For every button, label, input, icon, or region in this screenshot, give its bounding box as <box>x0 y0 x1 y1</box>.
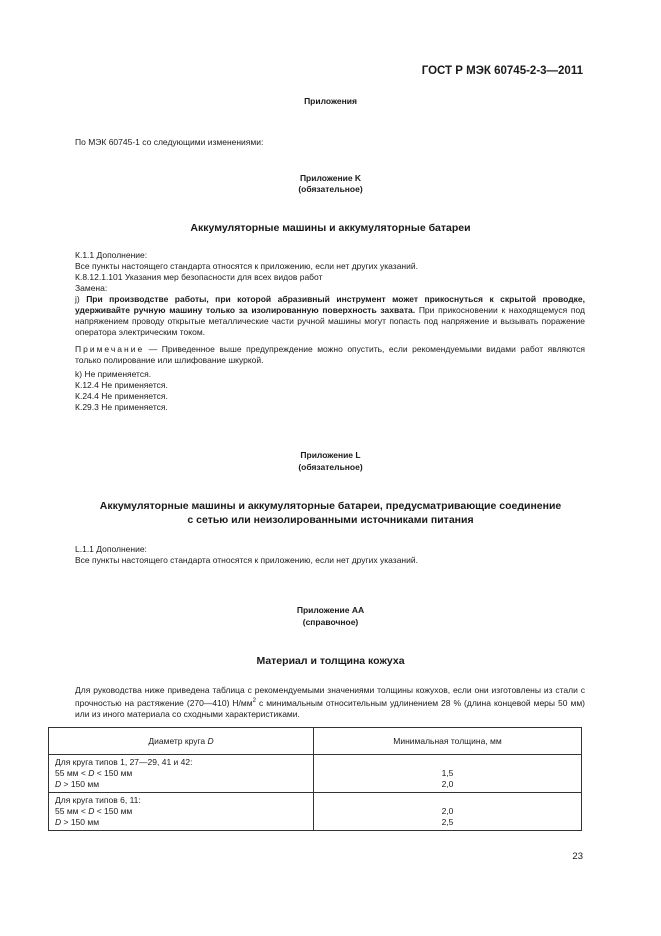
table-row <box>49 755 582 793</box>
row-2-range-2-var: D <box>55 817 62 827</box>
k-note-text: — Приведенное выше предупреждение можно опустить, если рекомендуемыми видами работ являются только полирование или шлифование шкуркой. <box>75 344 585 365</box>
k-line-3: К.8.12.1.101 Указания мер безопасности для всех видов работ <box>75 272 323 282</box>
annex-l-heading-2: с сетью или неизолированными источниками питания <box>187 514 474 526</box>
annex-aa-heading: Материал и толщина кожуха <box>256 655 405 667</box>
aa-para-a: Для руководства ниже приведена таблица с рекомендуемыми значениями толщины кожухов, если они изготовлены из стали с прочностью на растяжение (270—410) Н/мм <box>75 685 585 708</box>
k-line-4: Замена: <box>75 283 108 293</box>
annex-k-title: Приложение K <box>299 173 362 183</box>
k-24-4: К.24.4 Не применяется. <box>75 391 168 401</box>
table-row-1-desc <box>49 755 314 793</box>
k-line-1: К.1.1 Дополнение: <box>75 250 148 260</box>
header-diameter-text: Диаметр круга <box>148 736 208 746</box>
k-item-k: k) Не применяется. <box>75 369 152 379</box>
annex-l-title: Приложение L <box>300 450 361 460</box>
row-1-group: Для круга типов 1, 27—29, 41 и 42: <box>55 757 193 767</box>
k-12-4: К.12.4 Не применяется. <box>75 380 168 390</box>
row-2-range-1-b: < 150 мм <box>94 806 133 816</box>
k-note-label: Примечание <box>75 344 145 354</box>
appendices-title: Приложения <box>304 96 357 106</box>
row-1-range-2-b: > 150 мм <box>61 779 100 789</box>
table-row-2-desc <box>49 793 314 831</box>
row-2-value-1: 2,0 <box>441 806 454 816</box>
row-1-range-2-var: D <box>55 779 62 789</box>
table-header-thickness: Минимальная толщина, мм <box>314 728 582 755</box>
table-row <box>49 793 582 831</box>
k-note <box>75 344 585 366</box>
row-2-range-1-a: 55 мм < <box>55 806 89 816</box>
annex-aa-status: (справочное) <box>302 617 359 627</box>
l-line-2: Все пункты настоящего стандарта относятся к приложению, если нет других указаний. <box>75 555 418 565</box>
row-2-range-2 <box>55 817 307 828</box>
row-1-range-2 <box>55 779 307 790</box>
page-number: 23 <box>572 851 583 862</box>
row-2-range-2-b: > 150 мм <box>61 817 100 827</box>
table-row-2-values <box>314 793 582 831</box>
k-line-2: Все пункты настоящего стандарта относятся к приложению, если нет других указаний. <box>75 261 418 271</box>
k-j-rest: При прикосновении к находящемуся под напряжением проводу открытые металлические части ручной машины могут попасть под напряжение и вызывать поражение оператора электрическим током. <box>75 305 586 337</box>
row-1-range-1 <box>55 768 307 779</box>
k-item-j <box>75 294 585 338</box>
aa-para-b: с минимальным относительным удлинением 28 % (длина концевой меры 50 мм) или из иного материала со сходными характеристиками. <box>75 697 585 719</box>
annex-k-block <box>75 250 585 413</box>
table-row-1-values <box>314 755 582 793</box>
thickness-table <box>48 727 582 831</box>
header-diameter-var: D <box>207 736 214 746</box>
row-1-value-2: 2,0 <box>441 779 454 789</box>
table-header-row <box>49 728 582 755</box>
row-1-range-1-var: D <box>88 768 95 778</box>
document-header: ГОСТ Р МЭК 60745-2-3—2011 <box>421 65 583 77</box>
annex-aa-title: Приложение АА <box>296 605 365 615</box>
aa-para-sup: 2 <box>252 698 256 704</box>
k-j-bold: При производстве работы, при которой абразивный инструмент может прикоснуться к скрытой проводке, удерживайте ручную машину только за изолированную поверхность захвата. <box>75 294 585 315</box>
annex-k-heading: Аккумуляторные машины и аккумуляторные батареи <box>190 222 471 234</box>
intro-text: По МЭК 60745-1 со следующими изменениями: <box>75 137 264 147</box>
row-2-group: Для круга типов 6, 11: <box>55 795 141 805</box>
annex-aa-paragraph <box>75 685 585 720</box>
row-1-range-1-a: 55 мм < <box>55 768 89 778</box>
l-line-1: L.1.1 Дополнение: <box>75 544 147 554</box>
annex-l-status: (обязательное) <box>298 462 363 472</box>
row-1-range-1-b: < 150 мм <box>94 768 133 778</box>
row-2-range-1-var: D <box>88 806 95 816</box>
annex-k-status: (обязательное) <box>298 184 363 194</box>
table-header-diameter <box>49 728 314 755</box>
row-2-value-2: 2,5 <box>441 817 454 827</box>
k-j-prefix: j) <box>75 294 80 304</box>
k-29-3: К.29.3 Не применяется. <box>75 402 168 412</box>
row-2-range-1 <box>55 806 307 817</box>
annex-l-block <box>75 544 585 566</box>
row-1-value-1: 1,5 <box>441 768 454 778</box>
annex-l-heading-1: Аккумуляторные машины и аккумуляторные батареи, предусматривающие соединение <box>99 500 562 512</box>
